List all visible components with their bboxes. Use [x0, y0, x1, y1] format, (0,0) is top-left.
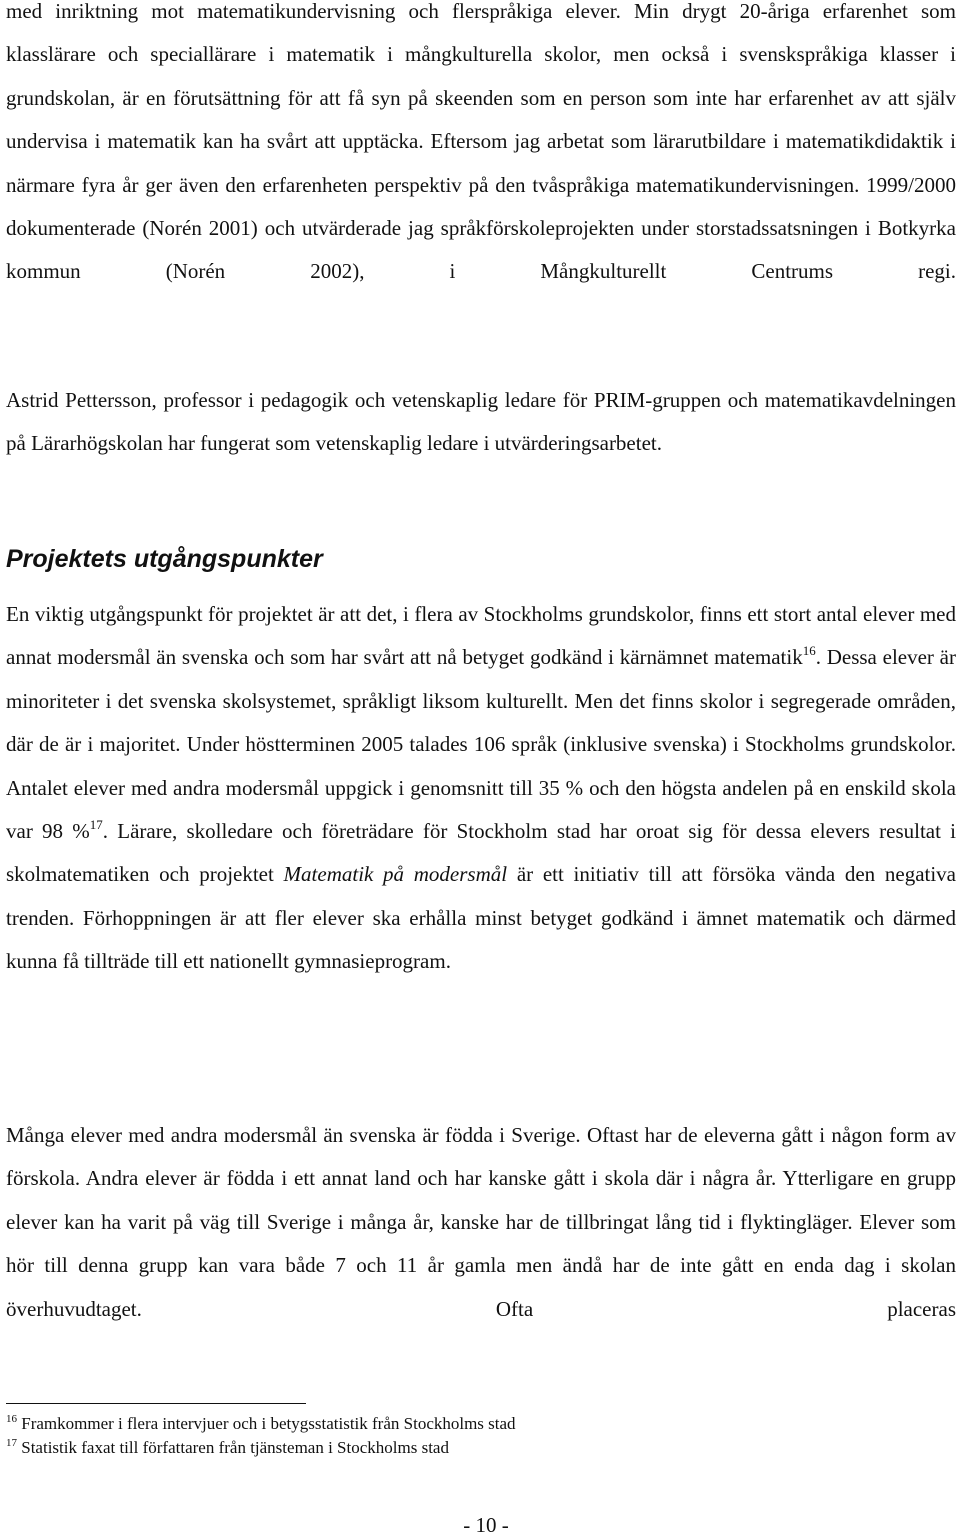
footnote-number: 16: [6, 1413, 17, 1425]
p3-text-4: är ett initiativ till att försöka vända den negativa trenden. Förhoppningen är att fler elever ska erhålla minst betyget godkänd i ämnet matematik och därmed kunna få tillträde till ett nationellt gymnasieprogram.: [6, 862, 956, 974]
p3-text-1: En viktig utgångspunkt för projektet är att det, i flera av Stockholms grundskolor, finns ett stort antal elever med annat modersmål än svenska och som har svårt att nå betyget godkänd i kärnämnet matematik: [6, 602, 956, 670]
paragraph-scientific-lead: Astrid Pettersson, professor i pedagogik och vetenskaplig ledare för PRIM-gruppen och matematikavdelningen på Lärarhögskolan har fungerat som vetenskaplig ledare i utvärderingsarbetet.: [6, 388, 956, 456]
paragraph-student-backgrounds: Många elever med andra modersmål än svenska är födda i Sverige. Oftast har de eleverna gått i någon form av förskola. Andra elever är födda i ett annat land och har kanske gått i skola där i några år. Ytterligare en grupp elever kan ha varit på väg till Sverige i många år, kanske har de tillbringat lång tid i flyktingläger. Elever som hör till denna grupp kan vara både 7 och 11 år gamla men ändå har de inte gått en enda dag i skolan överhuvudtaget. Ofta placeras: [6, 1123, 956, 1321]
paragraph-starting-points: [6, 593, 956, 984]
p3-text-2: . Dessa elever är minoriteter i det svenska skolsystemet, språkligt liksom kulturellt. Men det finns skolor i segregerade områden, där de är i majoritet. Under höstterminen 2005 talades 106 språk (inklusive svenska) i Stockholms grundskolor. Antalet elever med andra modersmål uppgick i genomsnitt till 35 % och den högsta andelen på en enskild skola var 98 %: [6, 645, 956, 844]
footnote-text: Framkommer i flera intervjuer och i betygsstatistik från Stockholms stad: [21, 1414, 516, 1433]
section-heading: Projektets utgångspunkter: [6, 545, 323, 573]
footnote-text: Statistik faxat till författaren från tjänsteman i Stockholms stad: [21, 1438, 449, 1457]
footnote-number: 17: [6, 1437, 17, 1449]
project-title-italic: Matematik på modersmål: [283, 862, 508, 887]
footnote-17: [6, 1436, 516, 1460]
page-number: - 10 -: [463, 1513, 509, 1537]
footnote-divider: [6, 1403, 306, 1404]
footnote-ref-16[interactable]: 16: [802, 643, 816, 659]
paragraph-experience: med inriktning mot matematikundervisning och flerspråkiga elever. Min drygt 20-åriga erfarenhet som klasslärare och speciallärare i matematik i mångkulturella skolor, men också i svenskspråkiga klasser i grundskolan, är en förutsättning för att få syn på skeenden som en person som inte har erfarenhet av att själv undervisa i matematik kan ha svårt att upptäcka. Eftersom jag arbetat som lärarutbildare i matematikdidaktik i närmare fyra år ger även den erfarenheten perspektiv på den tvåspråkiga matematikundervisningen. 1999/2000 dokumenterade (Norén 2001) och utvärderade jag språkförskoleprojekten under storstadssatsningen i Botkyrka kommun (Norén 2002), i Mångkulturellt Centrums regi.: [6, 0, 956, 284]
p3-text-3: . Lärare, skolledare och företrädare för Stockholm stad har oroat sig för dessa elevers resultat i skolmatematiken och projektet: [6, 819, 956, 887]
footnotes: [6, 1412, 516, 1460]
footnote-16: [6, 1412, 516, 1436]
footnote-ref-17[interactable]: 17: [89, 817, 103, 833]
